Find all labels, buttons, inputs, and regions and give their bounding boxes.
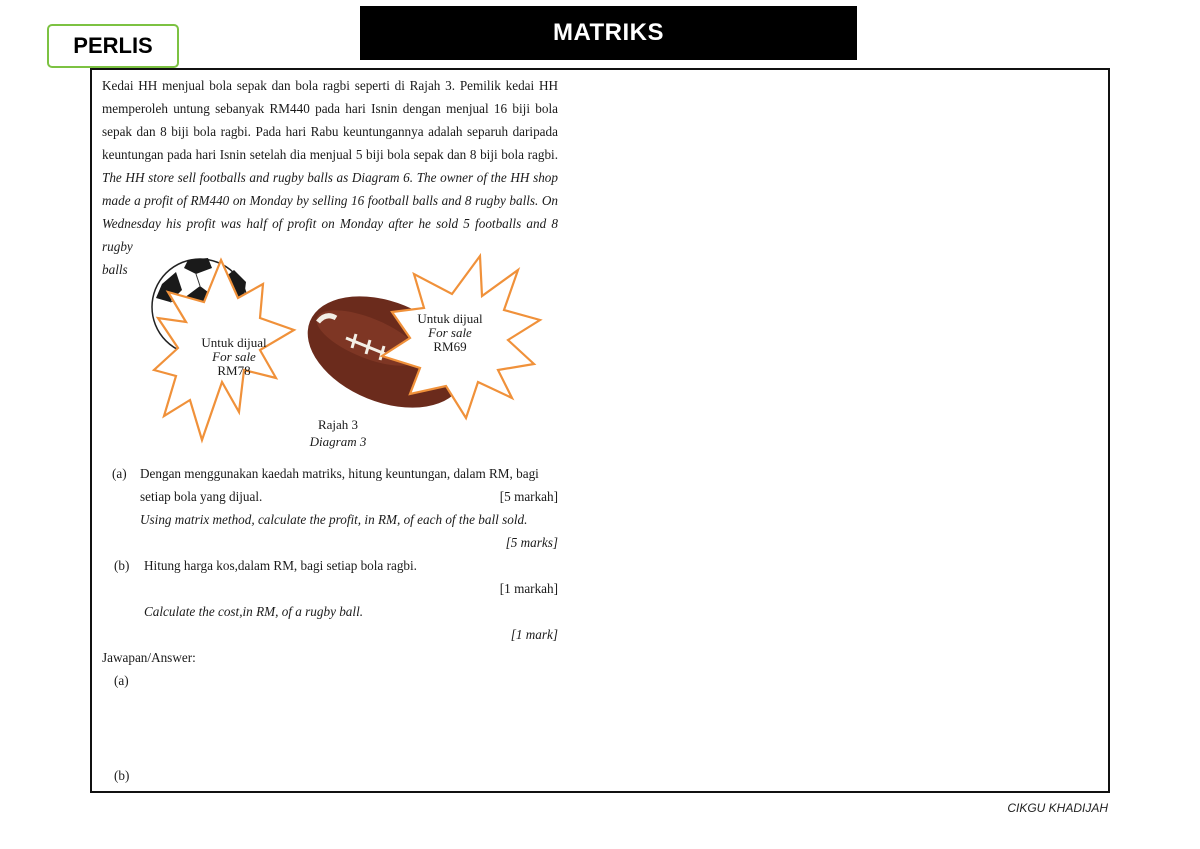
state-badge: PERLIS — [47, 24, 179, 68]
question-malay-line: memperoleh untung sebanyak RM440 pada hari Isnin dengan menjual 16 biji bola — [102, 101, 558, 116]
rugby-price: RM69 — [433, 339, 467, 354]
answer-heading-row — [102, 646, 558, 669]
part-a-label: (a) — [112, 466, 127, 481]
part-b-line-1 — [102, 554, 558, 577]
question-malay-line: keuntungan pada hari Isnin setelah dia menjual 5 biji bola sepak dan 8 biji bola ragbi. — [102, 147, 558, 162]
topic-title-banner: MATRIKS — [360, 6, 857, 60]
diagram-3 — [148, 252, 548, 452]
part-a-english: Using matrix method, calculate the profit, in RM, of each of the ball sold. — [140, 512, 528, 527]
part-a-malay-line-2: setiap bola yang dijual. — [140, 489, 263, 504]
football-label-malay: Untuk dijual — [201, 335, 267, 350]
diagram-caption — [268, 416, 408, 450]
part-b-english-marks: [1 mark] — [510, 627, 558, 642]
part-a-english-marks: [5 marks] — [505, 535, 558, 550]
question-malay-line: Kedai HH menjual bola sepak dan bola ragbi seperti di Rajah 3. Pemilik kedai HH — [102, 78, 558, 93]
answer-part-b-label: (b) — [114, 768, 130, 783]
rugby-label-english: For sale — [428, 325, 472, 340]
football-price: RM78 — [217, 363, 251, 378]
part-b-malay: Hitung harga kos,dalam RM, bagi setiap bola ragbi. — [144, 558, 417, 573]
question-parts — [102, 462, 558, 692]
question-english-line: made a profit of RM440 on Monday by selling 16 football balls and 8 rugby balls. On — [102, 193, 558, 208]
part-b-line-2 — [102, 577, 558, 600]
question-text — [102, 74, 558, 281]
question-english-line: balls — [102, 262, 128, 277]
question-english-line: The HH store sell footballs and rugby balls as Diagram 6. The owner of the HH shop — [102, 170, 558, 185]
part-b-line-4 — [102, 623, 558, 646]
question-english-line: Wednesday his profit was half of profit on Monday after he sold 5 footballs and 8 rugby — [102, 216, 558, 254]
part-a-line-2 — [102, 485, 558, 508]
part-b-english: Calculate the cost,in RM, of a rugby ball. — [144, 604, 364, 619]
part-a-line-3 — [102, 508, 558, 531]
part-a-line-1 — [102, 462, 558, 485]
caption-malay: Rajah 3 — [317, 417, 359, 432]
caption-english: Diagram 3 — [309, 434, 367, 449]
part-a-line-4 — [102, 531, 558, 554]
part-b-label: (b) — [114, 558, 130, 573]
football-label-english: For sale — [212, 349, 256, 364]
answer-heading: Jawapan/Answer: — [102, 650, 196, 665]
football-price-label — [194, 336, 274, 378]
rugby-label-malay: Untuk dijual — [417, 311, 483, 326]
part-a-malay-line-1: Dengan menggunakan kaedah matriks, hitung keuntungan, dalam RM, bagi — [140, 466, 539, 481]
part-b-line-3 — [102, 600, 558, 623]
rugby-price-label — [410, 312, 490, 354]
part-b-malay-marks: [1 markah] — [499, 581, 558, 596]
part-a-malay-marks: [5 markah] — [499, 489, 558, 504]
answer-part-a-label: (a) — [114, 673, 129, 688]
question-malay-line: sepak dan 8 biji bola ragbi. Pada hari Rabu keuntungannya adalah separuh daripada — [102, 124, 558, 139]
footer-teacher-name: CIKGU KHADIJAH — [1007, 801, 1108, 815]
answer-a-row — [102, 669, 558, 692]
